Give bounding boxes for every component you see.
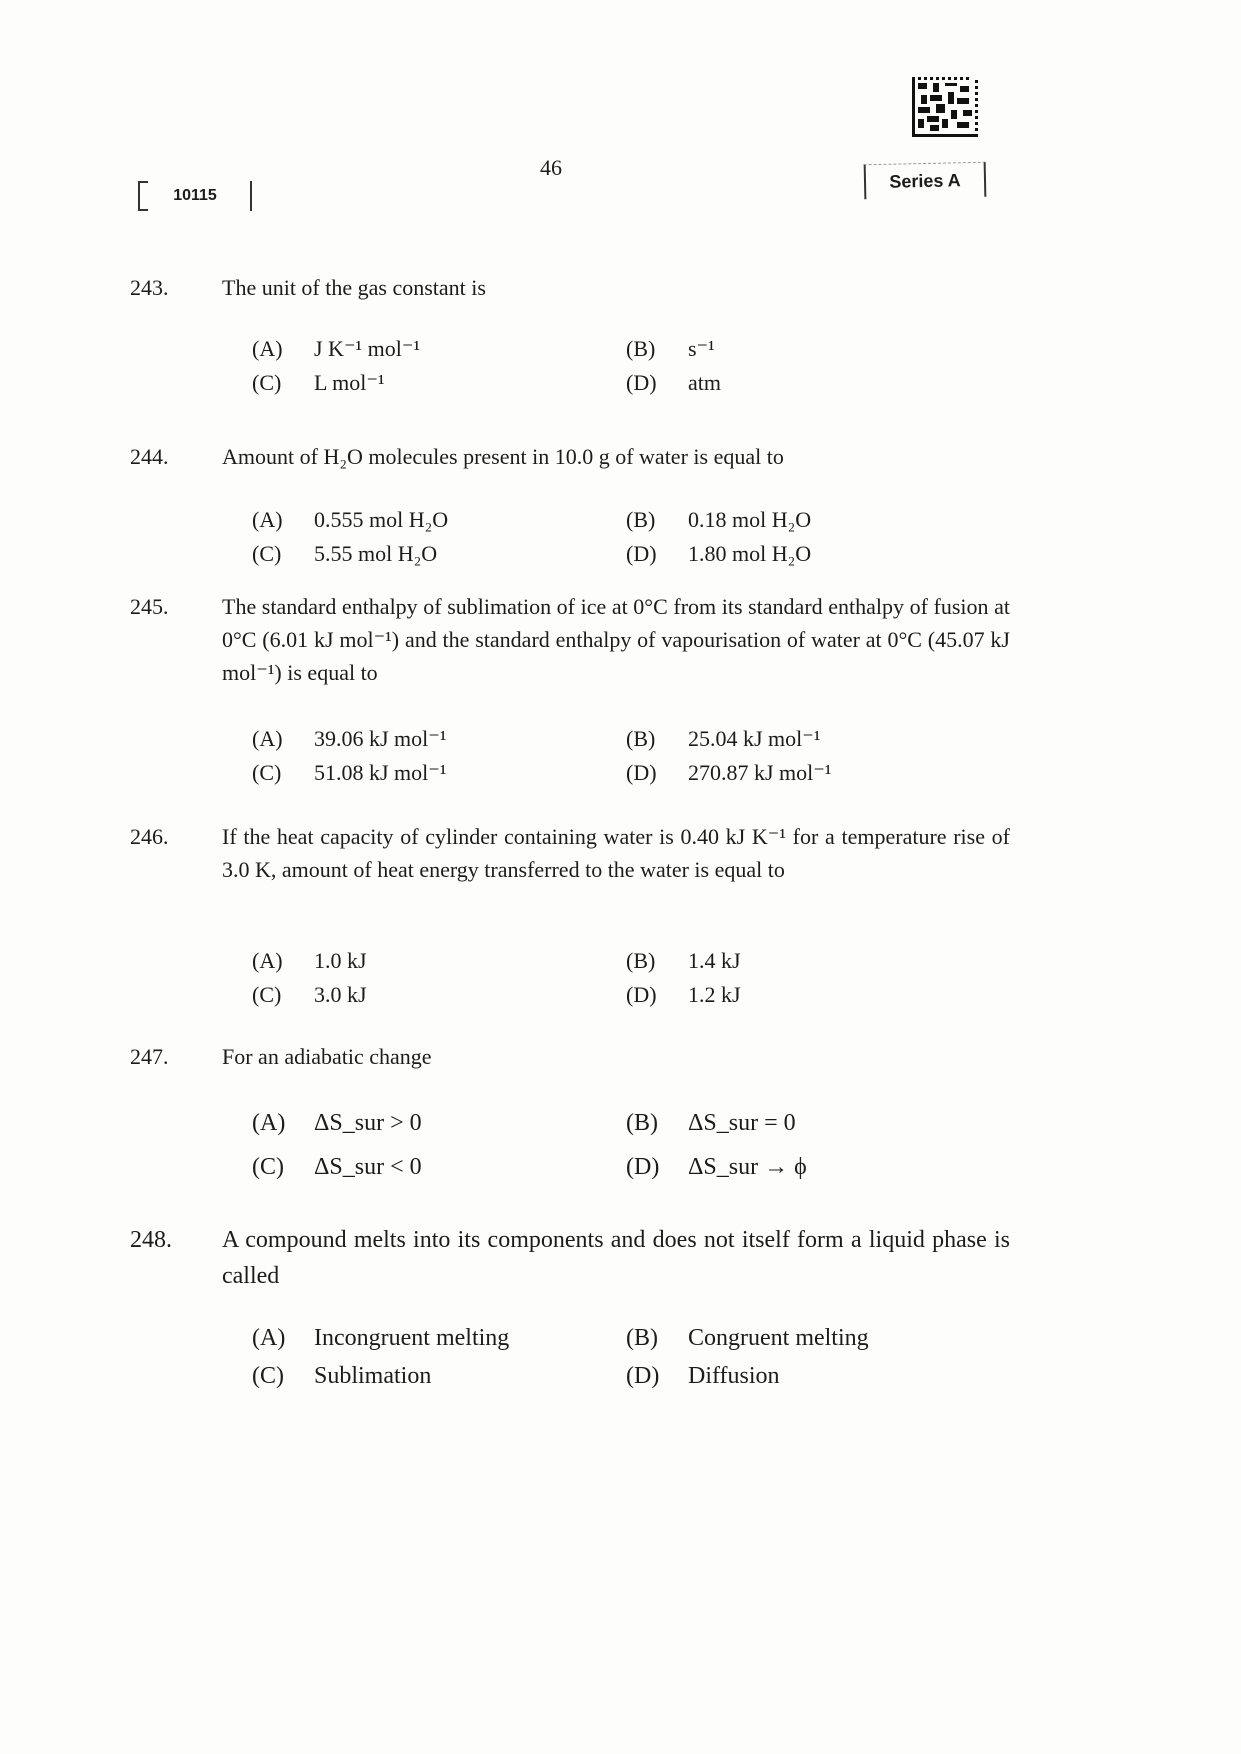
paper-code: 10115 — [138, 181, 252, 211]
option-text: 0.555 mol H₂O — [314, 507, 449, 532]
question-text: The unit of the gas constant is — [222, 275, 486, 300]
question-text: For an adiabatic change — [222, 1044, 432, 1069]
option-text: ΔS_sur → ϕ — [688, 1154, 807, 1180]
question-number: 248. — [130, 1227, 172, 1253]
option-label: (D) — [626, 982, 657, 1007]
option-label: (B) — [626, 336, 656, 361]
option-label: (D) — [626, 1154, 660, 1180]
option-text: L mol⁻¹ — [314, 370, 385, 395]
option-label: (A) — [252, 336, 283, 361]
option-text: ΔS_sur = 0 — [688, 1110, 796, 1136]
option-b[interactable] — [626, 722, 821, 755]
option-label: (A) — [252, 726, 283, 751]
option-label: (D) — [626, 541, 657, 566]
option-text: 1.4 kJ — [688, 948, 741, 973]
option-c[interactable] — [252, 1149, 422, 1185]
question-number: 244. — [130, 444, 169, 469]
option-b[interactable] — [626, 503, 811, 536]
question-number: 247. — [130, 1044, 169, 1069]
option-c[interactable] — [252, 1358, 431, 1394]
option-text: J K⁻¹ mol⁻¹ — [314, 336, 421, 361]
question-number: 243. — [130, 275, 169, 300]
option-text: Incongruent melting — [314, 1325, 510, 1351]
option-label: (D) — [626, 1363, 660, 1389]
option-a[interactable] — [252, 944, 367, 977]
option-text: atm — [688, 370, 721, 395]
option-b[interactable] — [626, 944, 741, 977]
question-text: If the heat capacity of cylinder containing water is 0.40 kJ K⁻¹ for a temperature rise of 3.0 K, amount of heat energy transferred to the water is equal to — [222, 824, 1010, 882]
option-a[interactable] — [252, 1105, 422, 1141]
option-label: (C) — [252, 370, 282, 395]
option-d[interactable] — [626, 756, 832, 789]
option-text: 1.2 kJ — [688, 982, 741, 1007]
option-label: (B) — [626, 507, 656, 532]
question-number: 246. — [130, 824, 169, 849]
option-text: ΔS_sur > 0 — [314, 1110, 422, 1136]
option-a[interactable] — [252, 503, 448, 536]
option-text: 39.06 kJ mol⁻¹ — [314, 726, 447, 751]
option-b[interactable] — [626, 1105, 796, 1141]
option-c[interactable] — [252, 978, 367, 1011]
option-d[interactable] — [626, 537, 811, 570]
option-text: 1.0 kJ — [314, 948, 367, 973]
question-text: The standard enthalpy of sublimation of ice at 0°C from its standard enthalpy of fusion at 0°C (6.01 kJ mol⁻¹) and the standard enthalpy of vapourisation of water at 0°C (45.07 kJ mol⁻¹) is equal to — [222, 594, 1010, 685]
option-b[interactable] — [626, 1320, 869, 1356]
option-label: (A) — [252, 1110, 286, 1136]
option-text: 25.04 kJ mol⁻¹ — [688, 726, 821, 751]
option-text: 5.55 mol H₂O — [314, 541, 438, 566]
option-a[interactable] — [252, 722, 447, 755]
option-label: (A) — [252, 948, 283, 973]
option-text: 1.80 mol H₂O — [688, 541, 812, 566]
option-label: (A) — [252, 1325, 286, 1351]
option-d[interactable] — [626, 978, 741, 1011]
question-number: 245. — [130, 594, 169, 619]
option-label: (C) — [252, 982, 282, 1007]
option-d[interactable] — [626, 1358, 780, 1394]
option-text: Congruent melting — [688, 1325, 869, 1351]
option-label: (C) — [252, 1363, 284, 1389]
option-a[interactable] — [252, 1320, 509, 1356]
option-label: (B) — [626, 726, 656, 751]
option-c[interactable] — [252, 366, 385, 399]
question-text: A compound melts into its components and does not itself form a liquid phase is called — [222, 1227, 1010, 1289]
option-label: (B) — [626, 1110, 658, 1136]
option-text: 0.18 mol H₂O — [688, 507, 812, 532]
option-text: Diffusion — [688, 1363, 780, 1389]
option-label: (D) — [626, 760, 657, 785]
series-label: Series A — [864, 162, 987, 200]
option-c[interactable] — [252, 537, 437, 570]
question-text: Amount of H₂O molecules present in 10.0 g of water is equal to — [222, 444, 784, 469]
option-label: (C) — [252, 760, 282, 785]
option-label: (C) — [252, 541, 282, 566]
option-c[interactable] — [252, 756, 447, 789]
option-text: 51.08 kJ mol⁻¹ — [314, 760, 447, 785]
option-text: 3.0 kJ — [314, 982, 367, 1007]
option-d[interactable] — [626, 1149, 807, 1185]
datamatrix-code-icon — [912, 76, 978, 138]
option-d[interactable] — [626, 366, 721, 399]
option-label: (C) — [252, 1154, 284, 1180]
option-label: (B) — [626, 1325, 658, 1351]
option-b[interactable] — [626, 332, 715, 365]
option-text: Sublimation — [314, 1363, 432, 1389]
option-text: 270.87 kJ mol⁻¹ — [688, 760, 832, 785]
option-label: (D) — [626, 370, 657, 395]
option-a[interactable] — [252, 332, 420, 365]
option-text: ΔS_sur < 0 — [314, 1154, 422, 1180]
page-number: 46 — [540, 155, 562, 180]
option-label: (B) — [626, 948, 656, 973]
option-text: s⁻¹ — [688, 336, 715, 361]
option-label: (A) — [252, 507, 283, 532]
